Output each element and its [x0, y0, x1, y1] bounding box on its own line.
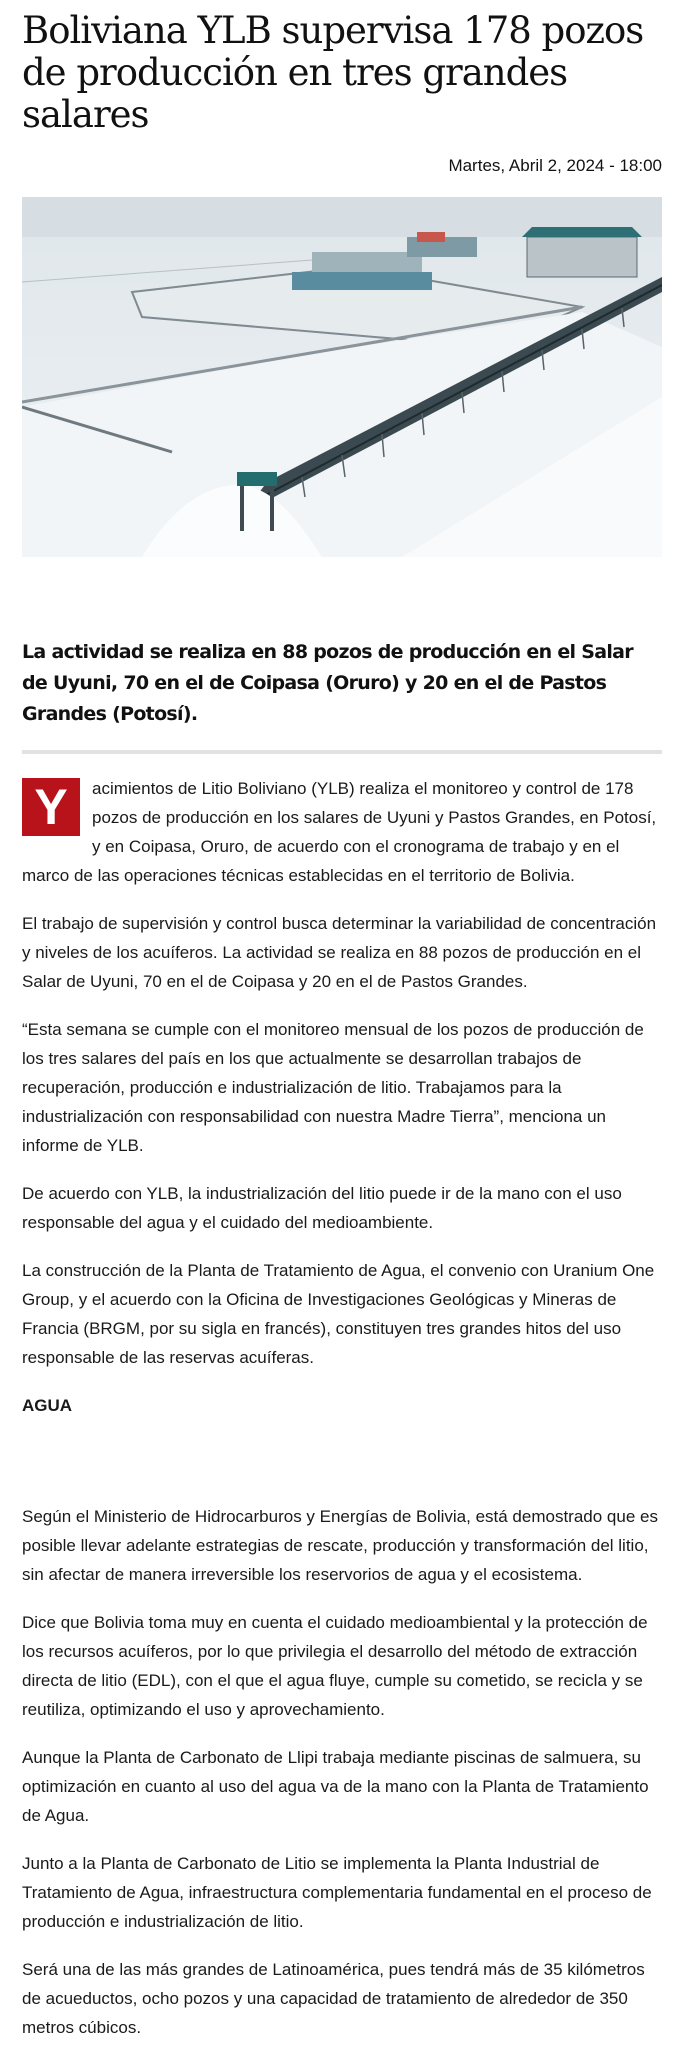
article-photo: [22, 197, 662, 557]
paragraph: Junto a la Planta de Carbonato de Litio se implementa la Planta Industrial de Tratamiento de Agua, infraestructura complementaria fundamental en el proceso de producción e industrialización de litio.: [22, 1854, 652, 1931]
paragraph: [22, 774, 662, 890]
article-subtitle: La actividad se realiza en 88 pozos de producción en el Salar de Uyuni, 70 en el de Coipasa (Oruro) y 20 en el de Pastos Grandes (Potosí).: [22, 637, 662, 754]
section-heading: AGUA: [22, 1396, 73, 1415]
paragraph: Será una de las más grandes de Latinoamérica, pues tendrá más de 35 kilómetros de acueductos, ocho pozos y una capacidad de tratamiento de alrededor de 350 metros cúbicos.: [22, 1960, 645, 2037]
paragraph: El trabajo de supervisión y control busca determinar la variabilidad de concentración y niveles de los acuíferos. La actividad se realiza en 88 pozos de producción en el Salar de Uyuni, 70 en el de Coipasa y 20 en el de Pastos Grandes.: [22, 914, 657, 991]
paragraph: “Esta semana se cumple con el monitoreo mensual de los pozos de producción de los tres salares del país en los que actualmente se desarrollan trabajos de recuperación, producción e industrialización de litio. Trabajamos para la industrialización con responsabilidad con nuestra Madre Tierra”, menciona un informe de YLB.: [22, 1020, 644, 1155]
article: [22, 0, 662, 2061]
publish-date: Martes, Abril 2, 2024 - 18:00: [448, 156, 662, 175]
paragraph: Según el Ministerio de Hidrocarburos y Energías de Bolivia, está demostrado que es posible llevar adelante estrategias de rescate, producción y transformación del litio, sin afectar de manera irreversible los reservorios de agua y el ecosistema.: [22, 1507, 658, 1584]
paragraph: Aunque la Planta de Carbonato de Llipi trabaja mediante piscinas de salmuera, su optimización en cuanto al uso del agua va de la mano con la Planta de Tratamiento de Agua.: [22, 1748, 649, 1825]
headline: Boliviana YLB supervisa 178 pozos de producción en tres grandes salares: [22, 9, 644, 136]
article-body: [22, 774, 662, 2042]
drop-cap: Y: [22, 778, 80, 836]
paragraph: Dice que Bolivia toma muy en cuenta el cuidado medioambiental y la protección de los recursos acuíferos, por lo que privilegia el desarrollo del método de extracción directa de litio (EDL), con el que el agua fluye, cumple su cometido, se recicla y se reutiliza, optimizando el uso y aprovechamiento.: [22, 1613, 648, 1719]
paragraph: De acuerdo con YLB, la industrialización del litio puede ir de la mano con el uso responsable del agua y el cuidado del medioambiente.: [22, 1184, 622, 1232]
paragraph-text: acimientos de Litio Boliviano (YLB) realiza el monitoreo y control de 178 pozos de producción en los salares de Uyuni y Pastos Grandes, en Potosí, y en Coipasa, Oruro, de acuerdo con el cronograma de trabajo y en el marco de las operaciones técnicas establecidas en el territorio de Bolivia.: [22, 779, 657, 885]
paragraph: La construcción de la Planta de Tratamiento de Agua, el convenio con Uranium One Group, y el acuerdo con la Oficina de Investigaciones Geológicas y Mineras de Francia (BRGM, por su sigla en francés), constituyen tres grandes hitos del uso responsable de las reservas acuíferas.: [22, 1261, 655, 1367]
